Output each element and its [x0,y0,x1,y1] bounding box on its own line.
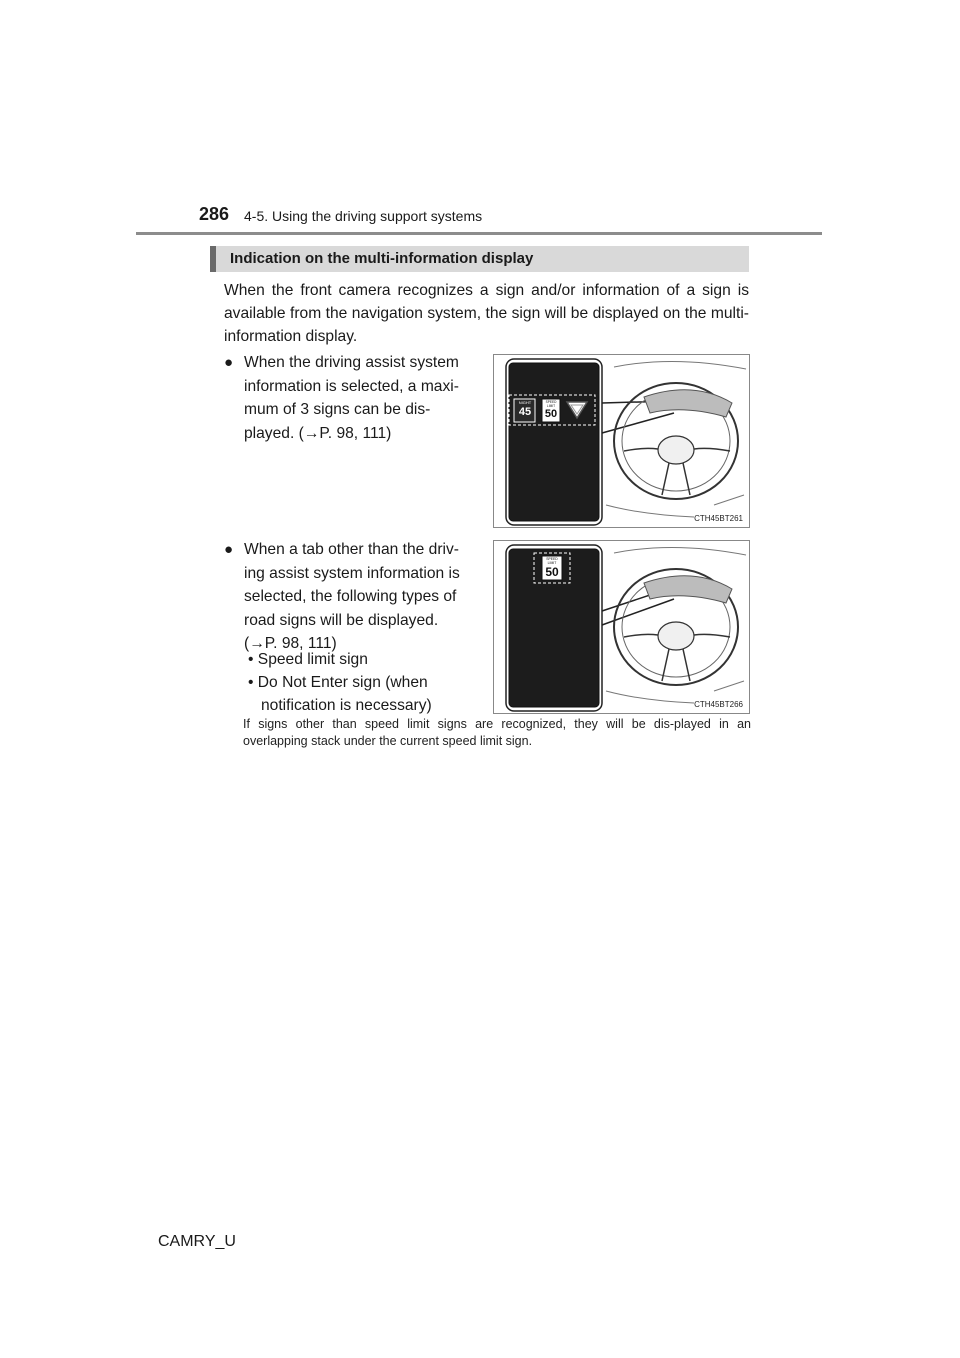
sign-speed-value: 50 [545,565,559,579]
figure-code: CTH45BT266 [694,700,743,709]
bullet-line: mum of 3 signs can be dis- [244,401,431,418]
figure-code: CTH45BT261 [694,514,743,523]
sign-night-top: NIGHT [518,400,532,405]
bullet-line: ing assist system information is [244,564,460,582]
header-rule [136,232,822,235]
page-number: 286 [199,204,230,224]
sub-item-do-not-enter: • Do Not Enter sign (when [248,674,428,691]
sign-speed-value: 50 [544,408,558,420]
note-text: If signs other than speed limit signs are recognized, they will be dis-played in an overlapping stack under the current speed limit sign. [243,717,751,748]
bullet-dot-icon: ● [224,541,234,558]
footer-model: CAMRY_U [158,1233,236,1250]
bullet-line: When a tab other than the driv- [244,541,459,558]
sub-item-continuation: notification is necessary) [261,697,432,714]
bullet-line: When the driving assist system [244,354,459,371]
figure-2 [493,540,750,714]
bullet-line: road signs will be displayed. [244,611,439,629]
figure-1 [493,354,750,528]
bullet-line: (→P. 98, 111) [244,635,337,652]
sign-speed-top: SPEED LIMIT [545,400,557,408]
bullet-dot-icon: ● [224,354,234,371]
section-title: 4-5. Using the driving support systems [244,208,483,224]
intro-paragraph: When the front camera recognizes a sign and/or information of a sign is available from the navigation system, the sign will be displayed on the multi-information display. [224,282,749,345]
bullet-line: selected, the following types of [244,588,457,605]
sign-speed-top: SPEED LIMIT [546,557,558,565]
heading-text: Indication on the multi-information display [230,250,534,267]
sub-item-speed-limit: • Speed limit sign [248,651,368,668]
bullet-item-1 [224,351,480,451]
bullet-line: information is selected, a maxi- [244,377,459,395]
heading-bar [210,246,749,272]
bullet-line: played. (→P. 98, 111) [244,424,392,442]
sign-night-value: 45 [518,406,532,418]
